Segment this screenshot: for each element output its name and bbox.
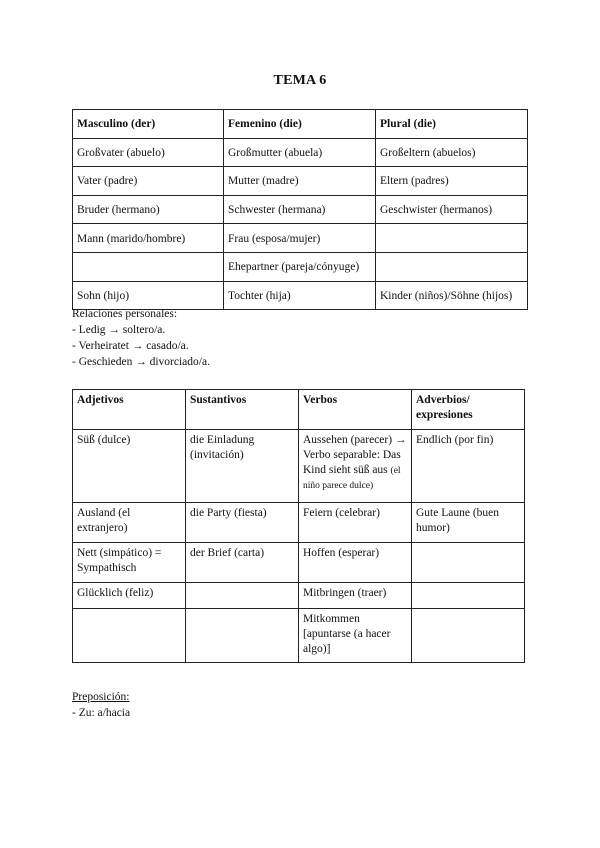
table-row xyxy=(73,138,528,167)
header-sustantivos: Sustantivos xyxy=(186,390,299,430)
table-row xyxy=(73,583,525,609)
table-cell: Endlich (por fin) xyxy=(412,430,525,503)
table-cell: Ausland (el extranjero) xyxy=(73,503,186,543)
header-adverbios: Adverbios/ expresiones xyxy=(412,390,525,430)
verb-translation: (el niño parece dulce) xyxy=(303,466,401,491)
table-cell xyxy=(186,609,299,663)
table-cell: Glücklich (feliz) xyxy=(73,583,186,609)
table-cell: Bruder (hermano) xyxy=(73,195,224,224)
vocab-table xyxy=(72,389,525,663)
table-cell xyxy=(73,609,186,663)
table-cell xyxy=(412,609,525,663)
relations-section xyxy=(72,306,210,370)
header-plural: Plural (die) xyxy=(376,110,528,139)
page-title: TEMA 6 xyxy=(273,73,327,88)
preposition-section xyxy=(72,689,130,721)
table-cell: Frau (esposa/mujer) xyxy=(224,224,376,253)
table-cell: Nett (simpático) = Sympathisch xyxy=(73,543,186,583)
list-item: - Zu: a/hacia xyxy=(72,707,131,719)
table-cell: Großmutter (abuela) xyxy=(224,138,376,167)
table-row xyxy=(73,195,528,224)
header-masculino: Masculino (der) xyxy=(73,110,224,139)
table-cell: Vater (padre) xyxy=(73,167,224,196)
table-cell xyxy=(412,543,525,583)
list-item: - Verheiratet → casado/a. xyxy=(72,340,189,352)
header-femenino: Femenino (die) xyxy=(224,110,376,139)
table-cell xyxy=(376,252,528,281)
table-cell: Mitkommen [apuntarse (a hacer algo)] xyxy=(299,609,412,663)
table-row xyxy=(73,224,528,253)
table-cell: Kinder (niños)/Söhne (hijos) xyxy=(376,281,528,310)
table-row xyxy=(73,252,528,281)
header-verbos: Verbos xyxy=(299,390,412,430)
table-row xyxy=(73,167,528,196)
table-cell: der Brief (carta) xyxy=(186,543,299,583)
table-cell: Großvater (abuelo) xyxy=(73,138,224,167)
family-table xyxy=(72,109,528,310)
table-cell xyxy=(73,252,224,281)
table-row xyxy=(73,503,525,543)
table-cell xyxy=(412,583,525,609)
table-cell: Sohn (hijo) xyxy=(73,281,224,310)
table-cell: Schwester (hermana) xyxy=(224,195,376,224)
table-cell: Ehepartner (pareja/cónyuge) xyxy=(224,252,376,281)
table-header-row xyxy=(73,390,525,430)
table-cell: die Party (fiesta) xyxy=(186,503,299,543)
table-cell: Großeltern (abuelos) xyxy=(376,138,528,167)
table-row xyxy=(73,543,525,583)
table-cell: Tochter (hija) xyxy=(224,281,376,310)
table-cell: Hoffen (esperar) xyxy=(299,543,412,583)
verb-text: Aussehen (parecer) → Verbo separable: Das Kind sieht süß aus xyxy=(303,434,407,476)
table-cell: Süß (dulce) xyxy=(73,430,186,503)
table-cell xyxy=(376,224,528,253)
table-cell: Mutter (madre) xyxy=(224,167,376,196)
table-row xyxy=(73,430,525,503)
table-row xyxy=(73,609,525,663)
table-header-row xyxy=(73,110,528,139)
table-cell: Feiern (celebrar) xyxy=(299,503,412,543)
preposition-heading: Preposición: xyxy=(72,691,130,703)
table-cell: Mann (marido/hombre) xyxy=(73,224,224,253)
table-cell: die Einladung (invitación) xyxy=(186,430,299,503)
table-cell: Gute Laune (buen humor) xyxy=(412,503,525,543)
table-cell: Geschwister (hermanos) xyxy=(376,195,528,224)
table-cell xyxy=(186,583,299,609)
list-item: - Geschieden → divorciado/a. xyxy=(72,356,210,368)
list-item: - Ledig → soltero/a. xyxy=(72,324,166,336)
table-cell: Eltern (padres) xyxy=(376,167,528,196)
table-cell: Mitbringen (traer) xyxy=(299,583,412,609)
relations-heading: Relaciones personales: xyxy=(72,308,178,320)
table-cell xyxy=(299,430,412,503)
header-adjetivos: Adjetivos xyxy=(73,390,186,430)
